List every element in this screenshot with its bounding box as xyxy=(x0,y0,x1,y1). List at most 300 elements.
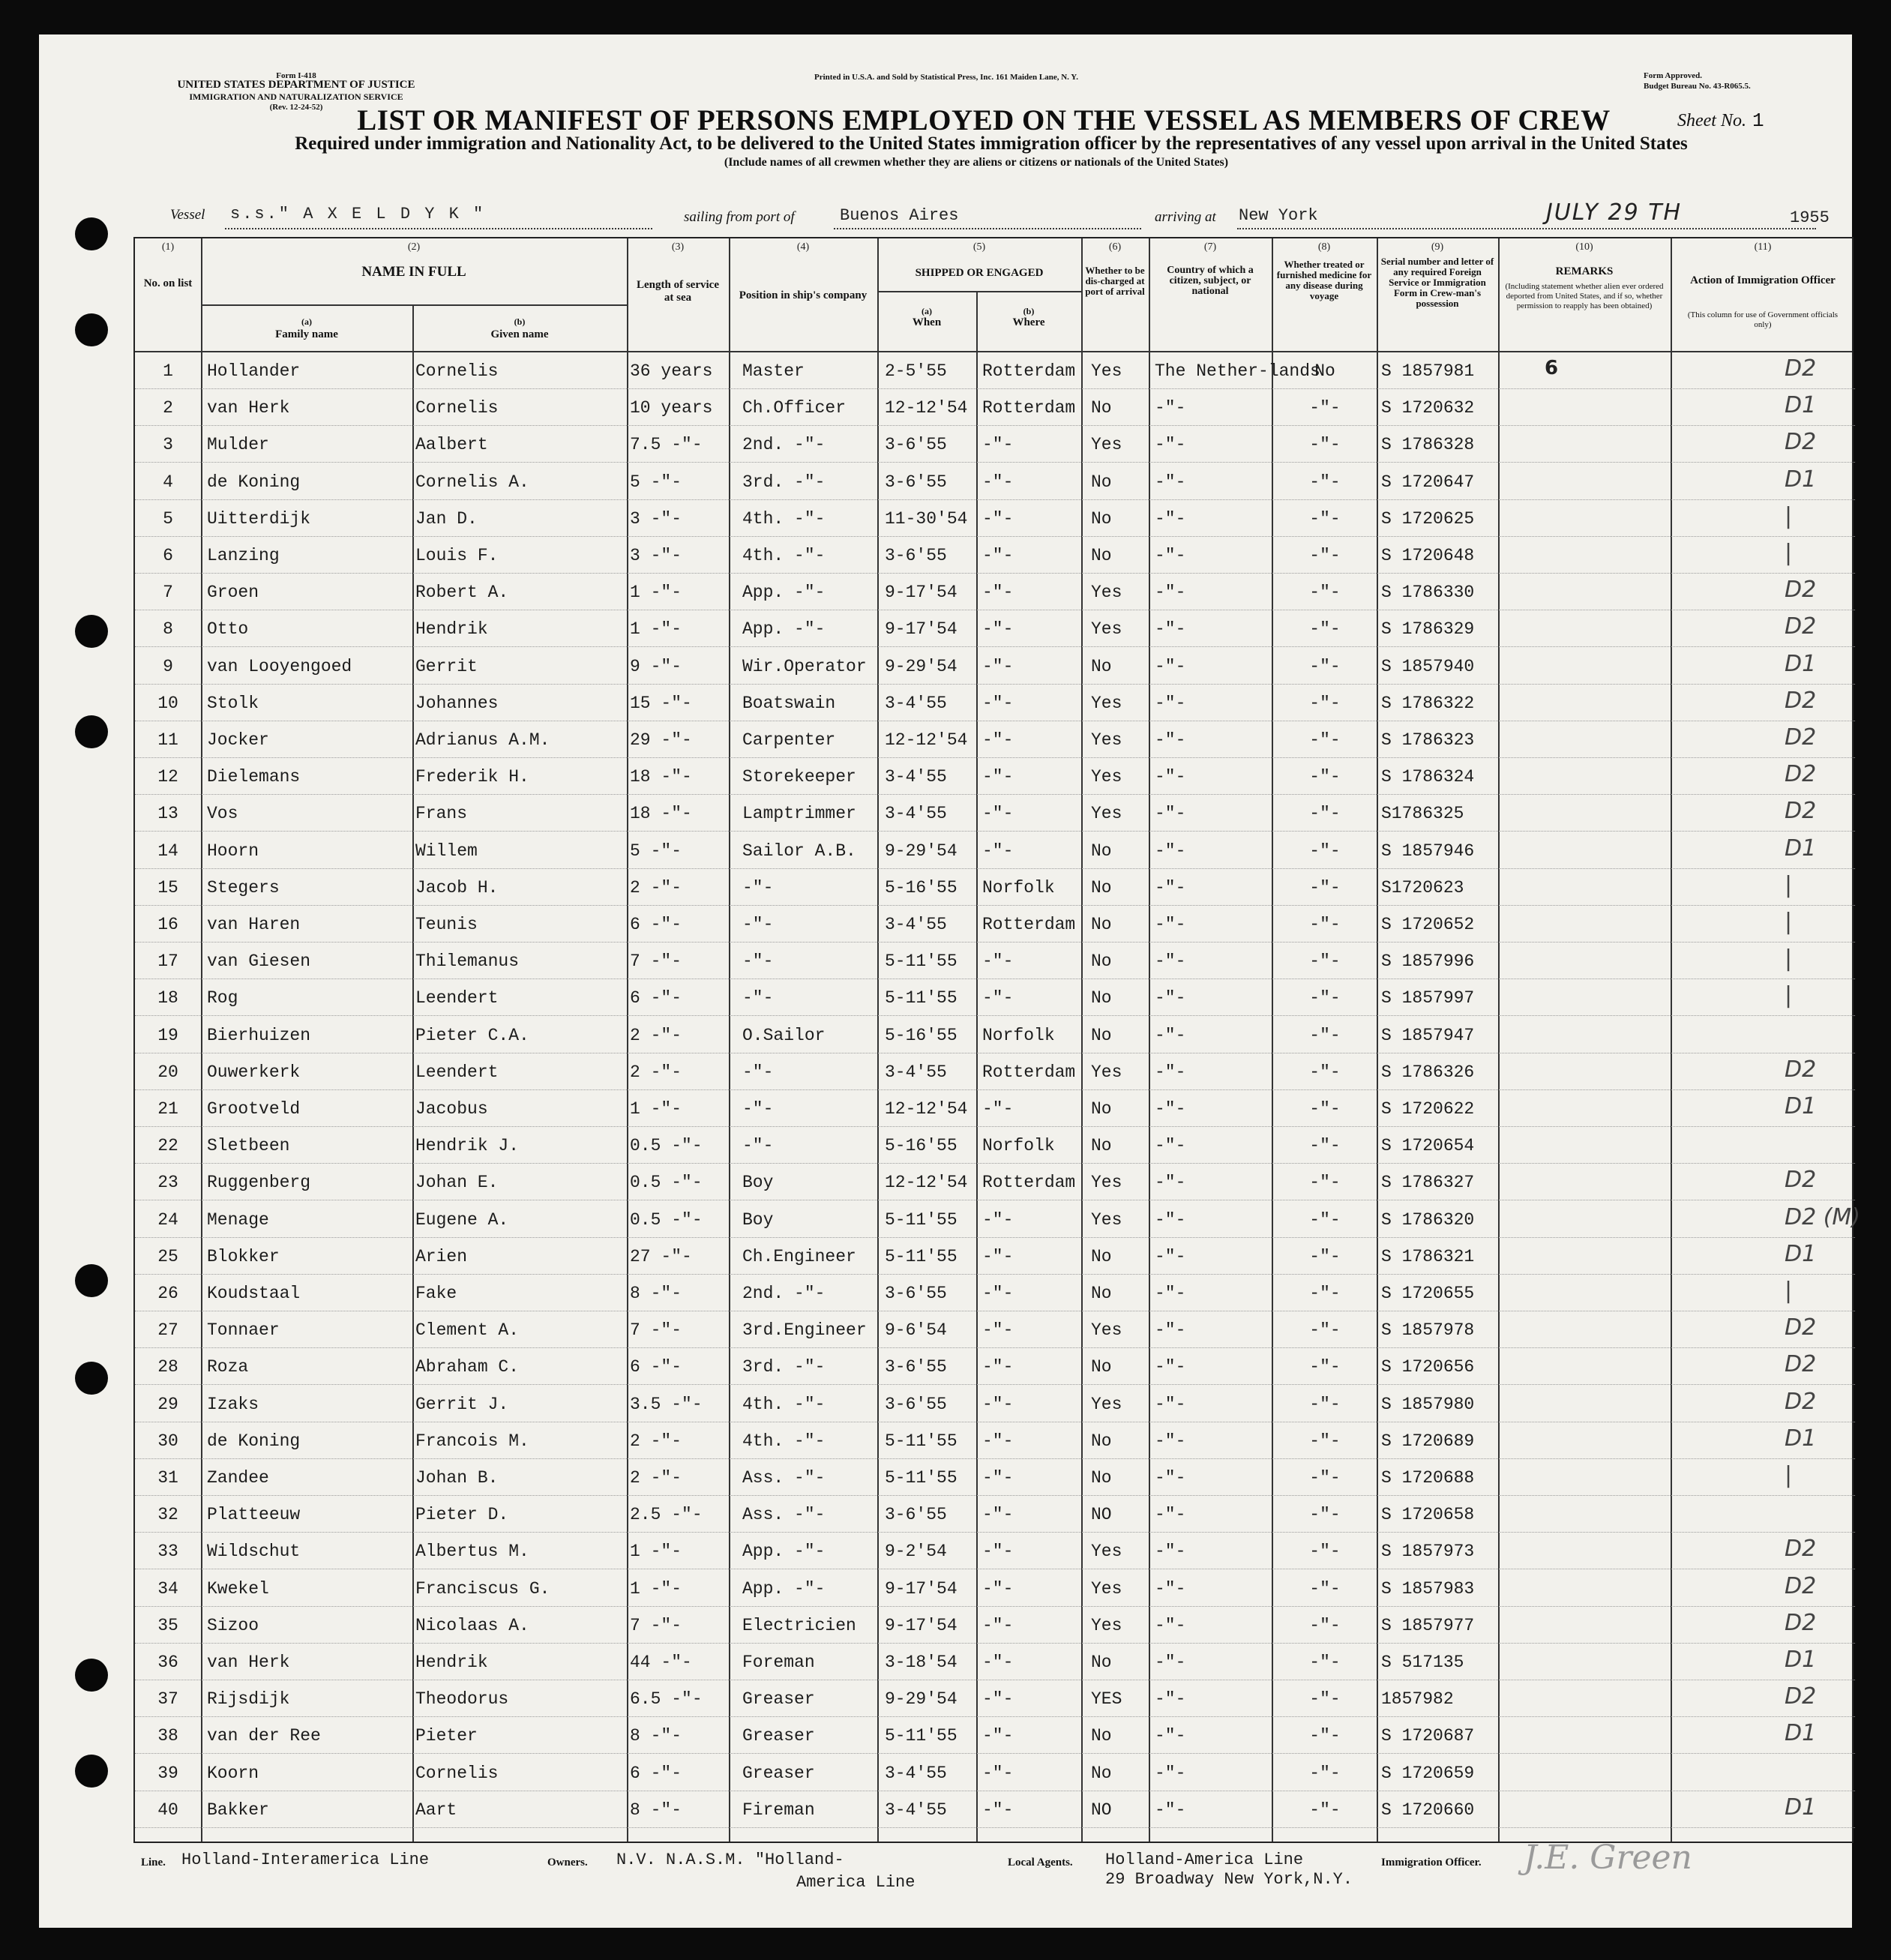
serial-number-cell: S 1857983 xyxy=(1381,1578,1475,1599)
given-name-cell: Johan B. xyxy=(415,1468,499,1488)
given-name-cell: Johan E. xyxy=(415,1173,499,1193)
given-name-cell: Aart xyxy=(415,1800,457,1820)
family-name-cell: van Herk xyxy=(207,398,290,418)
length-of-service-cell: 5 -"- xyxy=(630,841,682,861)
arrival-year: 1955 xyxy=(1790,208,1830,227)
given-name-cell: Leendert xyxy=(415,1062,499,1082)
table-row xyxy=(135,1755,1855,1791)
given-name-cell: Teunis xyxy=(415,915,478,934)
given-name-cell: Willem xyxy=(415,841,478,861)
table-row xyxy=(135,574,1855,610)
officer-action-cell: D2 xyxy=(1785,1388,1817,1415)
length-of-service-cell: 8 -"- xyxy=(630,1284,682,1303)
country-cell: -"- xyxy=(1155,1726,1186,1746)
shipped-when-cell: 2-5'55 xyxy=(885,361,947,381)
line-value: Holland-Interamerica Line xyxy=(181,1851,430,1869)
serial-number-cell: S 1720656 xyxy=(1381,1357,1475,1377)
length-of-service-cell: 10 years xyxy=(630,398,713,418)
family-name-cell: Koudstaal xyxy=(207,1284,301,1303)
shipped-when-cell: 5-11'55 xyxy=(885,1468,957,1488)
shipped-when-cell: 3-4'55 xyxy=(885,1763,947,1783)
serial-number-cell: S 1720660 xyxy=(1381,1800,1475,1820)
shipped-where-cell: -"- xyxy=(982,988,1014,1008)
shipped-when-cell: 9-17'54 xyxy=(885,1615,957,1635)
position-cell: -"- xyxy=(742,952,774,972)
medicine-cell: -"- xyxy=(1309,1173,1341,1193)
discharged-cell: No xyxy=(1091,472,1112,492)
family-name-cell: van Looyengoed xyxy=(207,656,352,676)
list-number-cell: 16 xyxy=(157,915,178,934)
family-name-cell: Hoorn xyxy=(207,841,259,861)
position-cell: Greaser xyxy=(742,1726,815,1746)
punch-hole xyxy=(75,313,108,346)
country-cell: -"- xyxy=(1155,656,1186,676)
discharged-cell: No xyxy=(1091,877,1112,898)
family-name-cell: Roza xyxy=(207,1357,249,1377)
table-row xyxy=(135,1127,1855,1164)
shipped-when-cell: 5-11'55 xyxy=(885,988,957,1008)
form-revision: (Rev. 12-24-52) xyxy=(269,103,323,112)
shipped-where-cell: -"- xyxy=(982,841,1014,861)
header-when: When xyxy=(912,316,942,328)
medicine-cell: -"- xyxy=(1309,841,1341,861)
column-number: (11) xyxy=(1754,241,1772,253)
column-number: (5) xyxy=(972,241,986,253)
list-number-cell: 26 xyxy=(157,1284,178,1303)
shipped-where-cell: Rotterdam xyxy=(982,398,1076,418)
list-number-cell: 29 xyxy=(157,1394,178,1414)
discharged-cell: Yes xyxy=(1091,1320,1122,1341)
table-row xyxy=(135,1238,1855,1275)
list-number-cell: 35 xyxy=(157,1615,178,1635)
medicine-cell: -"- xyxy=(1309,804,1341,824)
port-from-fill-line xyxy=(834,228,1141,229)
list-number-cell: 34 xyxy=(157,1578,178,1599)
position-cell: Greaser xyxy=(742,1689,815,1710)
serial-number-cell: S 1857940 xyxy=(1381,656,1475,676)
position-cell: Sailor A.B. xyxy=(742,841,856,861)
length-of-service-cell: 1 -"- xyxy=(630,619,682,640)
table-row xyxy=(135,1680,1855,1717)
medicine-cell: -"- xyxy=(1309,693,1341,713)
officer-action-cell: D2 xyxy=(1785,355,1817,382)
shipped-where-cell: -"- xyxy=(982,952,1014,972)
officer-label: Immigration Officer. xyxy=(1381,1857,1482,1869)
list-number-cell: 7 xyxy=(163,583,173,603)
position-cell: Lamptrimmer xyxy=(742,804,856,824)
shipped-when-cell: 12-12'54 xyxy=(885,398,968,418)
shipped-when-cell: 3-6'55 xyxy=(885,546,947,565)
shipped-when-cell: 3-6'55 xyxy=(885,1284,947,1303)
table-row xyxy=(135,1644,1855,1680)
shipped-where-cell: -"- xyxy=(982,1763,1014,1783)
officer-action-cell: | xyxy=(1785,871,1793,898)
officer-action-cell: D1 xyxy=(1785,835,1817,862)
discharged-cell: No xyxy=(1091,988,1112,1008)
medicine-cell: -"- xyxy=(1309,1653,1341,1672)
table-row xyxy=(135,1311,1855,1348)
position-cell: Boy xyxy=(742,1209,774,1230)
shipped-when-cell: 3-6'55 xyxy=(885,472,947,492)
table-row xyxy=(135,943,1855,979)
length-of-service-cell: 6 -"- xyxy=(630,1763,682,1783)
shipped-when-cell: 5-11'55 xyxy=(885,1431,957,1451)
shipped-where-cell: Norfolk xyxy=(982,1025,1055,1045)
serial-number-cell: S 1857997 xyxy=(1381,988,1475,1008)
medicine-cell: -"- xyxy=(1309,1689,1341,1710)
owners-value-2: America Line xyxy=(796,1873,916,1892)
family-name-cell: van Haren xyxy=(207,915,301,934)
serial-number-cell: S1786325 xyxy=(1381,804,1464,824)
length-of-service-cell: 27 -"- xyxy=(630,1246,692,1266)
given-name-cell: Thilemanus xyxy=(415,952,520,972)
serial-number-cell: S 1857947 xyxy=(1381,1025,1475,1045)
length-of-service-cell: 7 -"- xyxy=(630,1320,682,1341)
length-of-service-cell: 2 -"- xyxy=(630,1062,682,1082)
position-cell: -"- xyxy=(742,915,774,934)
discharged-cell: No xyxy=(1091,952,1112,972)
table-row xyxy=(135,426,1855,463)
medicine-cell: -"- xyxy=(1309,472,1341,492)
arriving-label: arriving at xyxy=(1155,209,1216,225)
officer-action-cell: | xyxy=(1785,1462,1793,1488)
column-number: (9) xyxy=(1431,241,1444,253)
medicine-cell: -"- xyxy=(1309,1209,1341,1230)
list-number-cell: 9 xyxy=(163,656,173,676)
given-name-cell: Frederik H. xyxy=(415,767,529,787)
given-name-cell: Cornelis xyxy=(415,398,499,418)
family-name-cell: Tonnaer xyxy=(207,1320,280,1341)
family-name-cell: Rog xyxy=(207,988,238,1008)
table-row xyxy=(135,1090,1855,1127)
officer-action-cell: | xyxy=(1785,982,1793,1009)
length-of-service-cell: 7 -"- xyxy=(630,952,682,972)
country-cell: -"- xyxy=(1155,1173,1186,1193)
header-family-name: Family name xyxy=(275,328,338,340)
shipped-when-cell: 9-17'54 xyxy=(885,583,957,603)
family-name-cell: Zandee xyxy=(207,1468,269,1488)
family-name-cell: Uitterdijk xyxy=(207,508,311,529)
shipped-when-cell: 5-11'55 xyxy=(885,1726,957,1746)
position-cell: -"- xyxy=(742,988,774,1008)
position-cell: -"- xyxy=(742,1099,774,1119)
discharged-cell: Yes xyxy=(1091,1209,1122,1230)
discharged-cell: Yes xyxy=(1091,435,1122,455)
officer-action-cell: D2 xyxy=(1785,761,1817,788)
medicine-cell: -"- xyxy=(1309,877,1341,898)
budget-number: Budget Bureau No. 43-R065.5. xyxy=(1644,82,1751,91)
discharged-cell: Yes xyxy=(1091,361,1122,381)
position-cell: App. -"- xyxy=(742,619,826,640)
column-number: (6) xyxy=(1108,241,1122,253)
discharged-cell: No xyxy=(1091,915,1112,934)
officer-signature: J.E. Green xyxy=(1524,1839,1692,1877)
port-to: New York xyxy=(1239,206,1318,225)
position-cell: Ch.Officer xyxy=(742,398,847,418)
position-cell: Boy xyxy=(742,1173,774,1193)
given-name-cell: Pieter xyxy=(415,1726,478,1746)
discharged-cell: Yes xyxy=(1091,619,1122,640)
medicine-cell: -"- xyxy=(1309,508,1341,529)
family-name-cell: Blokker xyxy=(207,1246,280,1266)
family-name-cell: Hollander xyxy=(207,361,301,381)
discharged-cell: Yes xyxy=(1091,1542,1122,1562)
medicine-cell: -"- xyxy=(1309,1431,1341,1451)
header-remarks-note: (Including statement whether alien ever ordered deported from United States, and if so, whether permission to reapply has been obtained) xyxy=(1505,282,1664,310)
given-name-cell: Frans xyxy=(415,804,468,824)
medicine-cell: No xyxy=(1314,361,1335,381)
header-family-sub: (a) xyxy=(301,316,312,327)
medicine-cell: -"- xyxy=(1309,1578,1341,1599)
discharged-cell: No xyxy=(1091,1653,1112,1672)
serial-number-cell: S 1786330 xyxy=(1381,583,1475,603)
list-number-cell: 31 xyxy=(157,1468,178,1488)
table-row xyxy=(135,1459,1855,1496)
given-name-cell: Johannes xyxy=(415,693,499,713)
officer-action-cell: D2 xyxy=(1785,1572,1817,1599)
length-of-service-cell: 44 -"- xyxy=(630,1653,692,1672)
position-cell: -"- xyxy=(742,877,774,898)
length-of-service-cell: 3.5 -"- xyxy=(630,1394,703,1414)
serial-number-cell: S 517135 xyxy=(1381,1653,1464,1672)
list-number-cell: 27 xyxy=(157,1320,178,1341)
list-number-cell: 25 xyxy=(157,1246,178,1266)
header-where-sub: (b) xyxy=(1023,306,1035,316)
family-name-cell: Bakker xyxy=(207,1800,269,1820)
list-number-cell: 17 xyxy=(157,952,178,972)
medicine-cell: -"- xyxy=(1309,435,1341,455)
discharged-cell: Yes xyxy=(1091,730,1122,750)
medicine-cell: -"- xyxy=(1309,767,1341,787)
page-subtitle: Required under immigration and Nationality Act, to be delivered to the United States immigration officer by the representatives of any vessel upon arrival in the United States xyxy=(295,133,1688,154)
shipped-where-cell: -"- xyxy=(982,1578,1014,1599)
country-cell: -"- xyxy=(1155,1136,1186,1156)
shipped-when-cell: 9-6'54 xyxy=(885,1320,947,1341)
length-of-service-cell: 2 -"- xyxy=(630,1025,682,1045)
medicine-cell: -"- xyxy=(1309,1542,1341,1562)
country-cell: -"- xyxy=(1155,508,1186,529)
shipped-when-cell: 3-18'54 xyxy=(885,1653,957,1672)
family-name-cell: Bierhuizen xyxy=(207,1025,311,1045)
serial-number-cell: S 1857946 xyxy=(1381,841,1475,861)
discharged-cell: Yes xyxy=(1091,583,1122,603)
family-name-cell: Grootveld xyxy=(207,1099,301,1119)
given-name-cell: Theodorus xyxy=(415,1689,509,1710)
shipped-subheader-line xyxy=(877,291,1081,292)
shipped-where-cell: -"- xyxy=(982,730,1014,750)
given-name-cell: Clement A. xyxy=(415,1320,520,1341)
discharged-cell: No xyxy=(1091,1726,1112,1746)
shipped-when-cell: 3-4'55 xyxy=(885,1062,947,1082)
given-name-cell: Abraham C. xyxy=(415,1357,520,1377)
punch-hole xyxy=(75,1755,108,1788)
given-name-cell: Cornelis A. xyxy=(415,472,529,492)
family-name-cell: Rijsdijk xyxy=(207,1689,290,1710)
position-cell: App. -"- xyxy=(742,1578,826,1599)
officer-action-cell: D2 xyxy=(1785,1609,1817,1636)
country-cell: -"- xyxy=(1155,693,1186,713)
medicine-cell: -"- xyxy=(1309,583,1341,603)
discharged-cell: NO xyxy=(1091,1505,1112,1525)
header-length-service: Length of service at sea xyxy=(637,279,719,304)
family-name-cell: van Giesen xyxy=(207,952,311,972)
serial-number-cell: S 1720655 xyxy=(1381,1284,1475,1303)
list-number-cell: 20 xyxy=(157,1062,178,1082)
position-cell: 2nd. -"- xyxy=(742,1284,826,1303)
shipped-where-cell: -"- xyxy=(982,1653,1014,1672)
punch-hole xyxy=(75,1659,108,1692)
table-row xyxy=(135,721,1855,758)
medicine-cell: -"- xyxy=(1309,730,1341,750)
country-cell: -"- xyxy=(1155,952,1186,972)
serial-number-cell: S 1786321 xyxy=(1381,1246,1475,1266)
header-name-in-full: NAME IN FULL xyxy=(361,264,466,280)
country-cell: -"- xyxy=(1155,1431,1186,1451)
length-of-service-cell: 5 -"- xyxy=(630,472,682,492)
serial-number-cell: S 1857980 xyxy=(1381,1394,1475,1414)
list-number-cell: 21 xyxy=(157,1099,178,1119)
list-number-cell: 6 xyxy=(163,546,173,565)
position-cell: 3rd. -"- xyxy=(742,1357,826,1377)
column-number: (3) xyxy=(671,241,685,253)
family-name-cell: Stolk xyxy=(207,693,259,713)
given-name-cell: Pieter D. xyxy=(415,1505,509,1525)
officer-action-cell: D1 xyxy=(1785,1093,1817,1119)
discharged-cell: Yes xyxy=(1091,693,1122,713)
discharged-cell: No xyxy=(1091,1099,1112,1119)
position-cell: Greaser xyxy=(742,1763,815,1783)
name-subheader-line xyxy=(201,304,627,306)
family-name-cell: van der Ree xyxy=(207,1726,321,1746)
list-number-cell: 14 xyxy=(157,841,178,861)
officer-action-cell: D2 xyxy=(1785,1351,1817,1378)
position-cell: Wir.Operator xyxy=(742,656,867,676)
table-row xyxy=(135,1164,1855,1200)
position-cell: Foreman xyxy=(742,1653,815,1672)
medicine-cell: -"- xyxy=(1309,1763,1341,1783)
medicine-cell: -"- xyxy=(1309,1800,1341,1820)
family-name-cell: Dielemans xyxy=(207,767,301,787)
medicine-cell: -"- xyxy=(1309,1357,1341,1377)
officer-action-cell: D2 (M) xyxy=(1785,1203,1861,1230)
serial-number-cell: S 1786329 xyxy=(1381,619,1475,640)
country-cell: -"- xyxy=(1155,1505,1186,1525)
vessel-fill-line xyxy=(225,228,652,229)
punch-hole xyxy=(75,1362,108,1395)
discharged-cell: Yes xyxy=(1091,767,1122,787)
shipped-when-cell: 5-11'55 xyxy=(885,1209,957,1230)
discharged-cell: No xyxy=(1091,1763,1112,1783)
discharged-cell: No xyxy=(1091,546,1112,565)
shipped-where-cell: -"- xyxy=(982,1468,1014,1488)
shipped-where-cell: -"- xyxy=(982,1726,1014,1746)
family-name-cell: Ruggenberg xyxy=(207,1173,311,1193)
serial-number-cell: S 1720625 xyxy=(1381,508,1475,529)
shipped-where-cell: -"- xyxy=(982,1800,1014,1820)
discharged-cell: No xyxy=(1091,841,1112,861)
list-number-cell: 12 xyxy=(157,767,178,787)
country-cell: -"- xyxy=(1155,1763,1186,1783)
officer-action-cell: D1 xyxy=(1785,1425,1817,1452)
country-cell: -"- xyxy=(1155,1025,1186,1045)
header-list-number: No. on list xyxy=(143,277,193,289)
approval-text: Form Approved. xyxy=(1644,71,1703,80)
header-discharged: Whether to be dis-charged at port of arrival xyxy=(1085,265,1145,297)
serial-number-cell: S 1786324 xyxy=(1381,767,1475,787)
discharged-cell: No xyxy=(1091,1246,1112,1266)
given-name-cell: Louis F. xyxy=(415,546,499,565)
table-row xyxy=(135,795,1855,832)
position-cell: Storekeeper xyxy=(742,767,856,787)
list-number-cell: 37 xyxy=(157,1689,178,1710)
discharged-cell: Yes xyxy=(1091,1062,1122,1082)
header-action-note: (This column for use of Government officials only) xyxy=(1687,310,1839,329)
table-row xyxy=(135,685,1855,721)
table-row xyxy=(135,537,1855,574)
position-cell: 4th. -"- xyxy=(742,546,826,565)
officer-action-cell: D1 xyxy=(1785,1720,1817,1747)
officer-action-cell: D1 xyxy=(1785,1240,1817,1267)
family-name-cell: de Koning xyxy=(207,472,301,492)
shipped-when-cell: 3-6'55 xyxy=(885,1505,947,1525)
header-remarks: REMARKS xyxy=(1555,265,1614,277)
shipped-where-cell: -"- xyxy=(982,508,1014,529)
discharged-cell: No xyxy=(1091,398,1112,418)
family-name-cell: Izaks xyxy=(207,1394,259,1414)
medicine-cell: -"- xyxy=(1309,988,1341,1008)
sailing-label: sailing from port of xyxy=(684,209,795,225)
table-row xyxy=(135,648,1855,685)
family-name-cell: Wildschut xyxy=(207,1542,301,1562)
country-cell: -"- xyxy=(1155,1468,1186,1488)
list-number-cell: 15 xyxy=(157,877,178,898)
country-cell: The Nether-lands xyxy=(1155,361,1320,381)
shipped-where-cell: -"- xyxy=(982,1505,1014,1525)
port-from: Buenos Aires xyxy=(840,206,959,225)
position-cell: 2nd. -"- xyxy=(742,435,826,455)
table-row xyxy=(135,352,1855,389)
length-of-service-cell: 18 -"- xyxy=(630,804,692,824)
serial-number-cell: S 1720648 xyxy=(1381,546,1475,565)
shipped-where-cell: -"- xyxy=(982,804,1014,824)
country-cell: -"- xyxy=(1155,1062,1186,1082)
table-row xyxy=(135,758,1855,795)
shipped-when-cell: 5-16'55 xyxy=(885,1136,957,1156)
serial-number-cell: S 1720689 xyxy=(1381,1431,1475,1451)
medicine-cell: -"- xyxy=(1309,1136,1341,1156)
shipped-when-cell: 5-11'55 xyxy=(885,1246,957,1266)
officer-action-cell: | xyxy=(1785,540,1793,566)
length-of-service-cell: 0.5 -"- xyxy=(630,1136,703,1156)
shipped-where-cell: -"- xyxy=(982,1209,1014,1230)
country-cell: -"- xyxy=(1155,1800,1186,1820)
given-name-cell: Gerrit xyxy=(415,656,478,676)
list-number-cell: 30 xyxy=(157,1431,178,1451)
position-cell: O.Sailor xyxy=(742,1025,826,1045)
list-number-cell: 5 xyxy=(163,508,173,529)
position-cell: Ass. -"- xyxy=(742,1505,826,1525)
position-cell: Electricien xyxy=(742,1615,856,1635)
discharged-cell: No xyxy=(1091,1136,1112,1156)
footer xyxy=(39,1839,1852,1923)
shipped-where-cell: -"- xyxy=(982,435,1014,455)
form-number: Form I-418 xyxy=(276,71,316,80)
shipped-when-cell: 9-29'54 xyxy=(885,841,957,861)
length-of-service-cell: 3 -"- xyxy=(630,508,682,529)
length-of-service-cell: 1 -"- xyxy=(630,1542,682,1562)
column-number: (4) xyxy=(796,241,810,253)
position-cell: 3rd.Engineer xyxy=(742,1320,867,1341)
